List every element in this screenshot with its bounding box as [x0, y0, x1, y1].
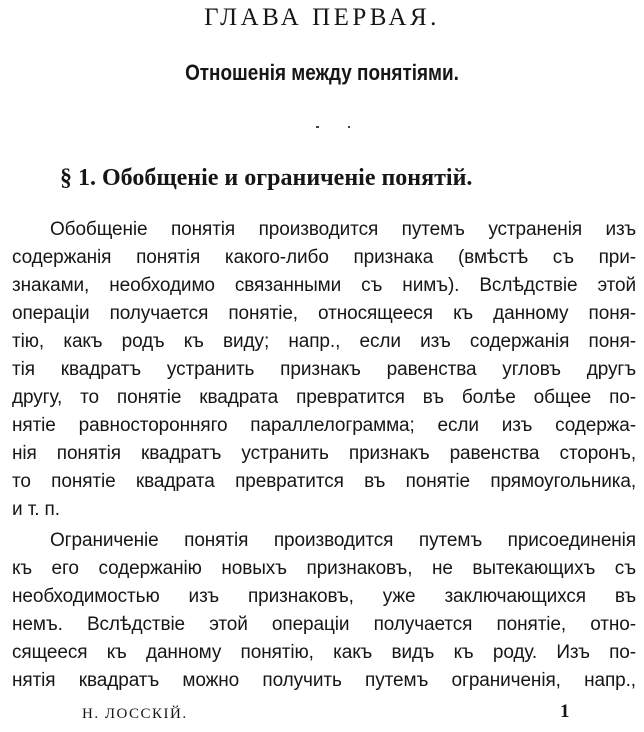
- page-number: 1: [560, 701, 570, 722]
- text-line: операціи получается понятіе, относящееся къ данному поня-: [12, 303, 636, 324]
- text-line: нятія квадратъ можно получить путемъ ограниченія, напр.,: [12, 670, 636, 691]
- text-line: Ограниченіе понятія производится путемъ присоединенія: [50, 530, 636, 551]
- print-speck: [316, 126, 319, 128]
- chapter-label: ГЛАВА ПЕРВАЯ.: [204, 4, 440, 31]
- section-title: § 1. Обобщеніе и ограниченіе понятій.: [60, 165, 473, 191]
- print-speck: [348, 126, 350, 128]
- paragraph-generalization: [12, 216, 636, 524]
- text-line: тія квадратъ устранить признакъ равенства угловъ другъ: [12, 359, 636, 380]
- text-line: содержанія понятія какого-либо признака (вмѣстѣ съ при-: [12, 247, 636, 268]
- text-line: то понятіе квадрата превратится въ понятіе прямоугольника,: [12, 471, 636, 492]
- text-line: сящееся къ данному понятію, какъ видъ къ роду. Изъ по-: [12, 642, 636, 663]
- chapter-title: Отношенія между понятіями.: [185, 60, 459, 85]
- text-line: другу, то понятіе квадрата превратится въ болѣе общее по-: [12, 387, 636, 408]
- text-line: необходимостью изъ признаковъ, уже заключающихся въ: [12, 586, 636, 607]
- text-line: къ его содержанію новыхъ признаковъ, не вытекающихъ съ: [12, 558, 636, 579]
- text-line: тію, какъ родъ къ виду; напр., если изъ содержанія поня-: [12, 331, 636, 352]
- paragraph-restriction: [12, 527, 636, 695]
- text-line: Обобщеніе понятія производится путемъ устраненія изъ: [50, 219, 636, 240]
- text-line: немъ. Вслѣдствіе этой операціи получается понятіе, отно-: [12, 614, 636, 635]
- footer-author: Н. ЛОССКІЙ.: [82, 706, 188, 722]
- text-line: нятіе равносторонняго параллелограмма; если изъ содержа-: [12, 415, 636, 436]
- text-line: нія понятія квадратъ устранить признакъ равенства сторонъ,: [12, 443, 636, 464]
- text-line: и т. п.: [12, 499, 60, 520]
- text-line: знаками, необходимо связанными съ нимъ). Вслѣдствіе этой: [12, 275, 636, 296]
